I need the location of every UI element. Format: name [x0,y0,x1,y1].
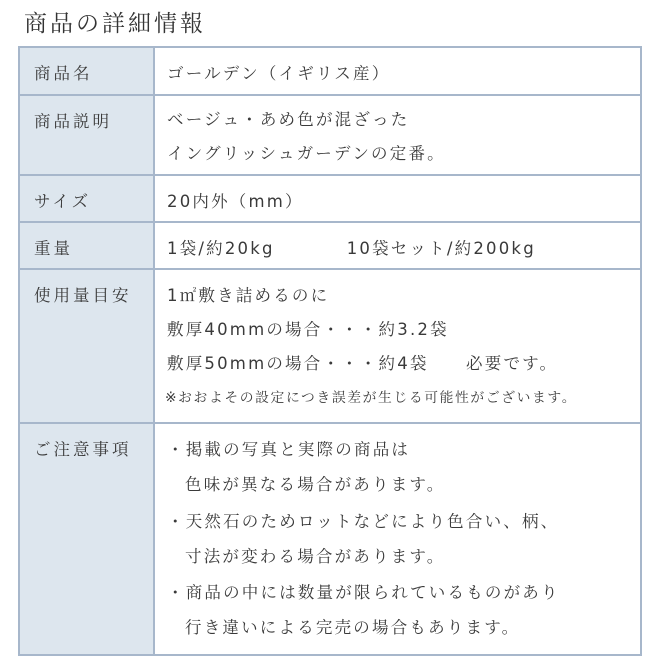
usage-note: ※おおよその設定につき誤差が生じる可能性がございます。 [165,390,578,406]
weight-line [167,235,536,259]
value-cell [155,424,640,654]
label-weight: 重量 [34,239,73,258]
label-cell [20,223,155,268]
value-cell [155,96,640,174]
value-cell [155,223,640,268]
label-cell [20,424,155,654]
label-cell [20,270,155,422]
caution-line-5: ・商品の中には数量が限られているものがあり [167,583,560,602]
usage-line-1: 1㎡敷き詰めるのに [167,286,330,305]
caution-line-6: 行き違いによる完売の場合もあります。 [185,618,521,637]
table-row-cautions [20,424,640,654]
weight-single: 1袋/約20kg [167,239,275,258]
value-cell [155,176,640,221]
description-line-1: ベージュ・あめ色が混ざった [167,110,410,129]
table-row-product-name [20,48,640,96]
label-cell [20,176,155,221]
table-row-usage-guide [20,270,640,424]
usage-line-3: 敷厚50mmの場合・・・約4袋 必要です。 [167,354,559,373]
value-product-name: ゴールデン（イギリス産） [167,64,391,83]
table-row-description [20,96,640,176]
weight-set: 10袋セット/約200kg [346,239,536,258]
table-row-size [20,176,640,223]
label-product-name: 商品名 [34,64,93,83]
caution-line-2: 色味が異なる場合があります。 [185,475,446,494]
value-cell [155,48,640,94]
label-cell [20,48,155,94]
label-description: 商品説明 [34,112,112,131]
description-line-2: イングリッシュガーデンの定番。 [167,144,446,163]
caution-line-1: ・掲載の写真と実際の商品は [167,440,411,459]
value-size: 20内外（mm） [167,192,304,211]
table-row-weight [20,223,640,270]
label-cell [20,96,155,174]
usage-line-2: 敷厚40mmの場合・・・約3.2袋 [167,320,449,339]
caution-line-4: 寸法が変わる場合があります。 [185,547,446,566]
label-cautions: ご注意事項 [34,440,132,459]
label-usage-guide: 使用量目安 [34,286,132,305]
page-title: 商品の詳細情報 [24,11,206,37]
label-size: サイズ [34,192,92,211]
caution-line-3: ・天然石のためロットなどにより色合い、柄、 [167,512,560,531]
product-spec-table [18,46,642,656]
value-cell [155,270,640,422]
